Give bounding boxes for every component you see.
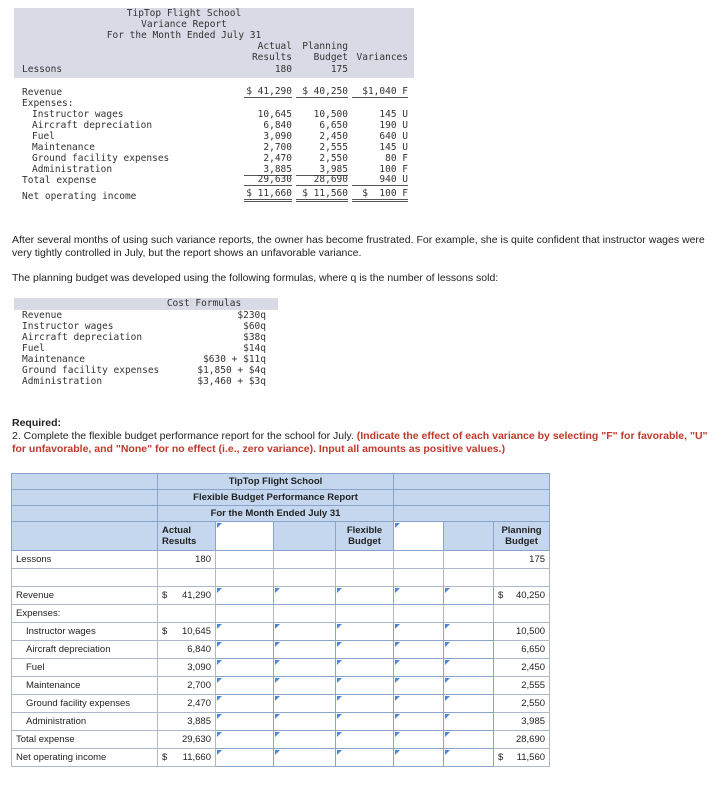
cost-formula-label: Revenue [22, 310, 63, 321]
expense-spending-variance-effect[interactable] [274, 677, 336, 695]
empty-cell [274, 605, 336, 623]
expense-actual: 10,645 [181, 626, 211, 637]
empty-cell [336, 569, 394, 587]
vr-row-actual: 3,885 [244, 164, 292, 176]
dollar-sign: $ [498, 752, 504, 763]
expense-flexible-budget-input[interactable] [336, 677, 394, 695]
cost-formulas-header: Cost Formulas [166, 298, 242, 309]
vr-noi-actual: $ 11,660 [244, 188, 292, 202]
vr-company: TipTop Flight School [126, 8, 242, 19]
expense-actual-cell [158, 641, 216, 659]
actual-vs-flex-variance-header[interactable] [216, 522, 274, 551]
total-expense-actual: 29,630 [158, 731, 216, 749]
expense-actual: 3,090 [187, 662, 211, 673]
cost-formula-value: $14q [243, 343, 266, 354]
expense-plan: 2,450 [494, 659, 550, 677]
empty-cell [216, 605, 274, 623]
total-activity-variance-input[interactable] [394, 731, 444, 749]
noi-label: Net operating income [12, 749, 158, 767]
cost-formula-label: Administration [22, 376, 103, 387]
noi-spending-variance-input[interactable] [216, 749, 274, 767]
empty-cell [216, 551, 274, 569]
vr-row-var: 145 U [379, 142, 408, 153]
cost-formula-label: Ground facility expenses [22, 365, 160, 376]
expense-spending-variance-input[interactable] [216, 713, 274, 731]
required-heading: Required: [12, 417, 62, 429]
revenue-spending-variance-effect[interactable] [274, 587, 336, 605]
col-actual-results: Actual Results [158, 522, 216, 551]
empty-cell [494, 605, 550, 623]
required-text-block [12, 430, 712, 456]
expense-spending-variance-input[interactable] [216, 641, 274, 659]
vr-row-budget: 2,555 [319, 142, 348, 153]
expense-actual-cell [158, 659, 216, 677]
required-text: 2. Complete the flexible budget performance report for the school for July. [12, 430, 354, 442]
total-expense-plan: 28,690 [494, 731, 550, 749]
empty-header [274, 522, 336, 551]
vr-row-budget: 2,550 [319, 153, 348, 164]
expense-activity-variance-input[interactable] [394, 659, 444, 677]
revenue-actual: 41,290 [181, 590, 211, 601]
flex-budget-table [11, 473, 550, 767]
expense-spending-variance-effect[interactable] [274, 713, 336, 731]
empty-header [12, 522, 158, 551]
total-flexible-budget-input[interactable] [336, 731, 394, 749]
vr-col-budget: Planning [302, 41, 348, 52]
dollar-sign: $ [162, 590, 168, 601]
empty-cell [336, 605, 394, 623]
paragraph-frustrated: After several months of using such variance reports, the owner has become frustrated. For example, she is quite confident that instructor wages were very tightly controlled in July, but the report shows an unfavorable variance. [12, 234, 705, 259]
revenue-flexible-budget-input[interactable] [336, 587, 394, 605]
expenses-label: Expenses: [12, 605, 158, 623]
expense-plan: 10,500 [494, 623, 550, 641]
vr-row-budget: 2,450 [319, 131, 348, 142]
cost-formula-value: $230q [237, 310, 266, 321]
vr-row-var: 640 U [379, 131, 408, 142]
vr-total-actual: 29,630 [244, 174, 292, 186]
cost-formula-value: $1,850 + $4q [197, 365, 266, 376]
cost-formula-label: Instructor wages [22, 321, 114, 332]
expense-actual-cell [158, 713, 216, 731]
expense-spending-variance-effect[interactable] [274, 641, 336, 659]
vr-total-label: Total expense [22, 175, 97, 186]
expense-label: Fuel [12, 659, 158, 677]
empty-cell [494, 569, 550, 587]
total-spending-variance-effect[interactable] [274, 731, 336, 749]
expense-flexible-budget-input[interactable] [336, 713, 394, 731]
vr-col-actual: Actual [257, 41, 292, 52]
vr-title: Variance Report [141, 19, 227, 30]
empty-cell [336, 551, 394, 569]
empty-cell [12, 569, 158, 587]
vr-row-label: Maintenance [32, 142, 95, 153]
vr-revenue-label: Revenue [22, 87, 63, 98]
vr-period: For the Month Ended July 31 [106, 30, 262, 41]
empty-cell [394, 551, 444, 569]
flex-company: TipTop Flight School [158, 474, 394, 490]
vr-revenue-var: $1,040 F [352, 86, 408, 98]
col-planning-budget: Planning Budget [494, 522, 550, 551]
empty-header [444, 522, 494, 551]
noi-actual: 11,660 [182, 752, 211, 763]
empty-cell [444, 605, 494, 623]
vr-row-label: Aircraft depreciation [32, 120, 153, 131]
expense-label: Maintenance [12, 677, 158, 695]
vr-row-budget: 10,500 [313, 109, 348, 120]
required-section [12, 417, 712, 456]
flex-title: Flexible Budget Performance Report [158, 490, 394, 506]
vr-row-label: Fuel [32, 131, 55, 142]
lessons-actual: 180 [158, 551, 216, 569]
expense-spending-variance-effect[interactable] [274, 659, 336, 677]
empty-cell [394, 569, 444, 587]
expense-activity-variance-effect[interactable] [444, 641, 494, 659]
cost-formula-label: Fuel [22, 343, 45, 354]
expense-spending-variance-effect[interactable] [274, 623, 336, 641]
revenue-activity-variance-input[interactable] [394, 587, 444, 605]
expense-spending-variance-input[interactable] [216, 677, 274, 695]
expense-activity-variance-effect[interactable] [444, 659, 494, 677]
vr-row-var: 80 F [385, 153, 408, 164]
vr-row-actual: 2,700 [263, 142, 292, 153]
cost-formula-value: $3,460 + $3q [197, 376, 266, 387]
empty-cell [444, 569, 494, 587]
noi-actual-cell [158, 749, 216, 767]
expense-flexible-budget-input[interactable] [336, 623, 394, 641]
noi-plan-cell [494, 749, 550, 767]
vr-noi-var: $ 100 F [352, 188, 408, 202]
expense-activity-variance-effect[interactable] [444, 623, 494, 641]
noi-activity-variance-input[interactable] [394, 749, 444, 767]
total-spending-variance-input[interactable] [216, 731, 274, 749]
cost-formula-value: $38q [243, 332, 266, 343]
expense-plan: 6,650 [494, 641, 550, 659]
vr-col-actual-2: Results [251, 52, 292, 63]
expense-label: Aircraft depreciation [12, 641, 158, 659]
expense-activity-variance-effect[interactable] [444, 713, 494, 731]
noi-flexible-budget-input[interactable] [336, 749, 394, 767]
vr-lessons-label: Lessons [22, 64, 63, 75]
total-expense-label: Total expense [12, 731, 158, 749]
expense-plan: 3,985 [494, 713, 550, 731]
expense-flexible-budget-input[interactable] [336, 695, 394, 713]
expense-actual: 6,840 [187, 644, 211, 655]
expense-plan: 2,555 [494, 677, 550, 695]
expense-spending-variance-effect[interactable] [274, 695, 336, 713]
revenue-actual-cell [158, 587, 216, 605]
cost-formulas [14, 298, 278, 390]
vr-row-actual: 6,840 [263, 120, 292, 131]
vr-row-budget: 6,650 [319, 120, 348, 131]
flex-budget-report [11, 473, 549, 767]
expense-label: Instructor wages [12, 623, 158, 641]
expense-actual: 2,700 [187, 680, 211, 691]
expense-activity-variance-input[interactable] [394, 677, 444, 695]
lessons-plan: 175 [494, 551, 550, 569]
vr-expenses-label: Expenses: [22, 98, 74, 109]
noi-plan: 11,560 [516, 752, 546, 763]
vr-row-actual: 10,645 [257, 109, 292, 120]
expense-activity-variance-input[interactable] [394, 641, 444, 659]
vr-row-label: Instructor wages [32, 109, 124, 120]
expense-spending-variance-input[interactable] [216, 623, 274, 641]
empty-cell [216, 569, 274, 587]
cost-formula-label: Maintenance [22, 354, 85, 365]
total-activity-variance-effect[interactable] [444, 731, 494, 749]
expense-spending-variance-input[interactable] [216, 659, 274, 677]
expense-actual-cell [158, 695, 216, 713]
vr-total-budget: 28,690 [296, 174, 348, 186]
vr-row-var: 100 F [379, 164, 408, 175]
vr-row-label: Administration [32, 164, 113, 175]
expense-activity-variance-effect[interactable] [444, 695, 494, 713]
expense-actual: 2,470 [187, 698, 211, 709]
empty-cell [158, 605, 216, 623]
paragraph-formulas-intro: The planning budget was developed using the following formulas, where q is the number of lessons sold: [12, 272, 499, 284]
vr-revenue-budget: $ 40,250 [296, 86, 348, 98]
vr-row-actual: 2,470 [263, 153, 292, 164]
expense-spending-variance-input[interactable] [216, 695, 274, 713]
expense-activity-variance-input[interactable] [394, 623, 444, 641]
expense-flexible-budget-input[interactable] [336, 641, 394, 659]
empty-cell [274, 569, 336, 587]
vr-row-actual: 3,090 [263, 131, 292, 142]
vr-lessons-actual: 180 [274, 64, 292, 75]
noi-activity-variance-effect[interactable] [444, 749, 494, 767]
noi-spending-variance-effect[interactable] [274, 749, 336, 767]
expense-actual: 3,885 [187, 716, 211, 727]
flex-period: For the Month Ended July 31 [158, 506, 394, 522]
expense-activity-variance-input[interactable] [394, 695, 444, 713]
required-instruction: (Indicate the effect of each variance by selecting "F" for favorable, "U" for unfavorable, and "None" for no effect (i.e., zero variance). Input all amounts as positive values.) [12, 430, 708, 455]
expense-activity-variance-effect[interactable] [444, 677, 494, 695]
vr-noi-label: Net operating income [22, 191, 137, 202]
cost-formula-label: Aircraft depreciation [22, 332, 143, 343]
dollar-sign: $ [498, 590, 504, 601]
vr-col-var: Variances [356, 52, 408, 63]
lessons-label: Lessons [12, 551, 158, 569]
vr-noi-budget: $ 11,560 [296, 188, 348, 202]
vr-total-var: 940 U [352, 174, 408, 186]
revenue-plan: 40,250 [515, 590, 546, 601]
vr-row-label: Ground facility expenses [32, 153, 170, 164]
empty-cell [158, 569, 216, 587]
revenue-activity-variance-effect[interactable] [444, 587, 494, 605]
dollar-sign: $ [162, 626, 168, 637]
vr-row-var: 190 U [379, 120, 408, 131]
revenue-plan-cell [494, 587, 550, 605]
cost-formula-value: $630 + $11q [203, 354, 266, 365]
expense-label: Ground facility expenses [12, 695, 158, 713]
revenue-label: Revenue [12, 587, 158, 605]
flex-vs-plan-variance-header[interactable] [394, 522, 444, 551]
vr-lessons-budget: 175 [330, 64, 348, 75]
col-flexible-budget: Flexible Budget [336, 522, 394, 551]
empty-cell [444, 551, 494, 569]
cost-formula-value: $60q [243, 321, 266, 332]
vr-row-var: 145 U [379, 109, 408, 120]
expense-label: Administration [12, 713, 158, 731]
expense-activity-variance-input[interactable] [394, 713, 444, 731]
vr-revenue-actual: $ 41,290 [244, 86, 292, 98]
expense-actual-cell [158, 623, 216, 641]
vr-row-budget: 3,985 [296, 164, 348, 176]
expense-plan: 2,550 [494, 695, 550, 713]
empty-cell [274, 551, 336, 569]
empty-cell [394, 605, 444, 623]
expense-flexible-budget-input[interactable] [336, 659, 394, 677]
expense-actual-cell [158, 677, 216, 695]
vr-col-budget-2: Budget [313, 52, 348, 63]
dollar-sign: $ [162, 752, 168, 763]
revenue-spending-variance-input[interactable] [216, 587, 274, 605]
